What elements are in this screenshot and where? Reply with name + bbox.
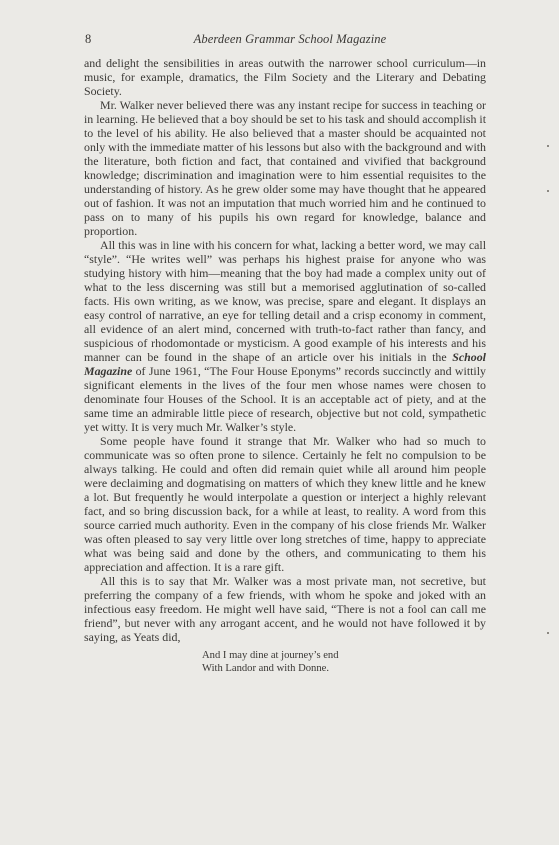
- verse-quotation: [202, 649, 486, 675]
- margin-speck: [547, 632, 549, 634]
- margin-speck: [547, 145, 549, 147]
- paragraph-4: Some people have found it strange that Mr. Walker who had so much to communicate was so often prone to silence. Certainly he felt no compulsion to be always talking. He could and often did remain quiet while all around him people were declaiming and dogmatising on matters of which they knew little and he knew a lot. But frequently he would interpolate a question or interject a highly relevant fact, and so bring discussion back, for a while at least, to reality. A word from this source carried much authority. Even in the company of his close friends Mr. Walker was often pleased to say very little over long stretches of time, happy to appreciate what was being said and done by the others, and communicating to them his appreciation and affection. It is a rare gift.: [84, 434, 486, 574]
- margin-speck: [547, 190, 549, 192]
- paragraph-2: Mr. Walker never believed there was any instant recipe for success in teaching or in learning. He believed that a boy should be set to his task and should accomplish it to the level of his ability. He also believed that a master should be acquainted not only with the immediate matter of his lessons but also with the background and with the literature, both fiction and fact, that contained and vivified that background knowledge; discrimination and imagination were to him essential requisites to the understanding of history. As he grew older some may have thought that he appeared out of fashion. It was not an imputation that much worried him and he continued to pass on to many of his pupils his own regard for knowledge, balance and proportion.: [84, 98, 486, 238]
- article-body: [84, 56, 486, 675]
- paragraph-3-text-b: of June 1961, “The Four House Eponyms” records succinctly and wittily significant elements in the lives of the four men whose names were chosen to denominate four Houses of the School. It is an acceptable act of piety, and at the same time an admirable little piece of research, objective but not cold, sympathetic yet witty. It is very much Mr. Walker’s style.: [84, 364, 486, 434]
- paragraph-3-text-a: All this was in line with his concern for what, lacking a better word, we may call “style”. “He writes well” was perhaps his highest praise for anyone who was studying history with him—meaning that the boy had made a complex unity out of what to the less discerning was still but a memorised agglutination of so-called facts. His own writing, as we know, was precise, spare and elegant. It displays an easy control of narrative, an eye for telling detail and a crisp economy in comment, all evidence of an alert mind, concerned with truth-to-fact rather than fancy, and suspicious of rhodomontade or mysticism. A good example of his interests and his manner can be found in the shape of an article over his initials in the: [84, 238, 486, 364]
- magazine-title-italic: School Magazine: [84, 350, 486, 378]
- running-head: Aberdeen Grammar School Magazine: [193, 32, 387, 46]
- verse-line-2: With Landor and with Donne.: [202, 663, 329, 674]
- page-header: [85, 32, 495, 48]
- paragraph-5: All this is to say that Mr. Walker was a most private man, not secretive, but preferring the company of a few friends, with whom he spoke and joked with an infectious easy freedom. He might well have said, “There is not a fool can call me friend”, but never with any arrogant accent, and he would not have followed it by saying, as Yeats did,: [84, 574, 486, 644]
- paragraph-1: and delight the sensibilities in areas outwith the narrower school curriculum—in music, for example, dramatics, the Film Society and the Literary and Debating Society.: [84, 56, 486, 98]
- page-number: 8: [85, 32, 92, 46]
- paragraph-3: [84, 238, 486, 434]
- verse-line-1: And I may dine at journey’s end: [202, 650, 339, 661]
